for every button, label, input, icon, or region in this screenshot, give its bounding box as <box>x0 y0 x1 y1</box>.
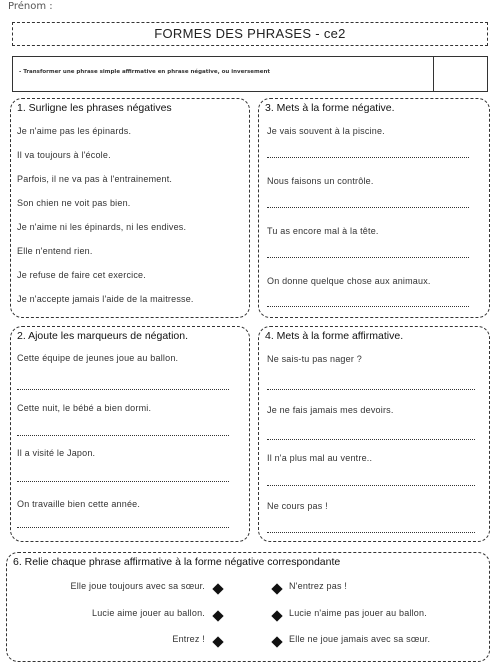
exercise-2-sentence: Cette nuit, le bébé a bien dormi. <box>17 403 152 413</box>
exercise-1-sentence[interactable]: Je n'aime ni les épinards, ni les endives. <box>17 222 187 232</box>
competence-text: - Transformer une phrase simple affirmative en phrase négative, ou inversement <box>19 69 271 75</box>
exercise-4-sentence: Ne sais-tu pas nager ? <box>267 354 362 364</box>
exercise-3-sentence: Tu as encore mal à la tête. <box>267 226 379 236</box>
exercise-6-left-sentence: Elle joue toujours avec sa sœur. <box>70 581 205 591</box>
exercise-4-sentence: Je ne fais jamais mes devoirs. <box>267 405 394 415</box>
page-title: FORMES DES PHRASES - ce2 <box>12 22 488 46</box>
exercise-3-sentence: Nous faisons un contrôle. <box>267 176 374 186</box>
exercise-6-right-sentence: Elle ne joue jamais avec sa sœur. <box>289 634 431 644</box>
exercise-4-sentence: Il n'a plus mal au ventre.. <box>267 453 373 463</box>
right-dot-1[interactable] <box>271 583 282 594</box>
exercise-1-box <box>10 98 250 318</box>
exercise-3-sentence: On donne quelque chose aux animaux. <box>267 276 431 286</box>
exercise-1-title: 1. Surligne les phrases négatives <box>17 102 172 114</box>
exercise-3-sentence: Je vais souvent à la piscine. <box>267 126 385 136</box>
exercise-2-title: 2. Ajoute les marqueurs de négation. <box>17 330 189 342</box>
left-dot-2[interactable] <box>212 610 223 621</box>
exercise-1-sentence[interactable]: Son chien ne voit pas bien. <box>17 198 131 208</box>
exercise-4-answer-line[interactable] <box>267 439 475 440</box>
exercise-3-title: 3. Mets à la forme négative. <box>265 102 395 114</box>
exercise-3-answer-line[interactable] <box>267 207 469 208</box>
exercise-4-answer-line[interactable] <box>267 532 475 533</box>
exercise-6-box <box>6 552 490 662</box>
exercise-4-sentence: Ne cours pas ! <box>267 501 328 511</box>
exercise-2-answer-line[interactable] <box>17 527 229 528</box>
exercise-2-answer-line[interactable] <box>17 481 229 482</box>
left-dot-3[interactable] <box>212 636 223 647</box>
exercise-1-sentence[interactable]: Il va toujours à l'école. <box>17 150 111 160</box>
exercise-2-answer-line[interactable] <box>17 435 229 436</box>
exercise-3-answer-line[interactable] <box>267 306 469 307</box>
exercise-4-title: 4. Mets à la forme affirmative. <box>265 330 404 342</box>
exercise-6-left-sentence: Lucie aime jouer au ballon. <box>92 608 205 618</box>
exercise-2-sentence: Il a visité le Japon. <box>17 448 96 458</box>
exercise-2-sentence: On travaille bien cette année. <box>17 499 141 509</box>
evaluation-cell <box>433 57 488 91</box>
exercise-6-right-sentence: Lucie n'aime pas jouer au ballon. <box>289 608 427 618</box>
exercise-1-sentence[interactable]: Je n'aime pas les épinards. <box>17 126 132 136</box>
exercise-4-box <box>258 326 490 542</box>
exercise-2-box <box>10 326 250 542</box>
exercise-3-answer-line[interactable] <box>267 157 469 158</box>
exercise-2-sentence: Cette équipe de jeunes joue au ballon. <box>17 353 179 363</box>
exercise-6-left-sentence: Entrez ! <box>172 634 205 644</box>
exercise-4-answer-line[interactable] <box>267 389 475 390</box>
exercise-1-sentence[interactable]: Parfois, il ne va pas à l'entrainement. <box>17 174 173 184</box>
exercise-1-sentence[interactable]: Je n'accepte jamais l'aide de la maitresse. <box>17 294 194 304</box>
exercise-3-answer-line[interactable] <box>267 257 469 258</box>
right-dot-3[interactable] <box>271 636 282 647</box>
exercise-2-answer-line[interactable] <box>17 389 229 390</box>
exercise-6-title: 6. Relie chaque phrase affirmative à la forme négative correspondante <box>13 556 341 568</box>
exercise-1-sentence[interactable]: Elle n'entend rien. <box>17 246 93 256</box>
exercise-1-sentence[interactable]: Je refuse de faire cet exercice. <box>17 270 146 280</box>
right-dot-2[interactable] <box>271 610 282 621</box>
exercise-4-answer-line[interactable] <box>267 485 475 486</box>
prenom-label: Prénom : <box>8 1 53 12</box>
left-dot-1[interactable] <box>212 583 223 594</box>
competence-box <box>12 56 488 92</box>
exercise-3-box <box>258 98 490 318</box>
exercise-6-right-sentence: N'entrez pas ! <box>289 581 348 591</box>
